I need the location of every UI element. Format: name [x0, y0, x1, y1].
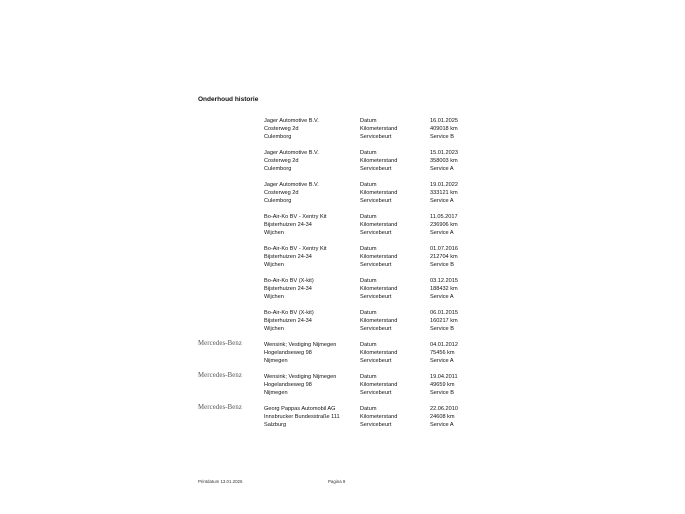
field-labels	[360, 213, 397, 238]
service-label: Servicebeurt	[360, 358, 392, 365]
mileage-label: Kilometerstand	[360, 222, 398, 229]
service-label: Servicebeurt	[360, 422, 392, 429]
dealer-city: Culemborg	[264, 134, 292, 141]
page-number: Pagina 9	[328, 479, 346, 484]
history-entry	[198, 373, 498, 405]
date-value: 16.01.2025	[430, 118, 458, 124]
dealer-name: Bo-Air-Ko BV - Xentry Kit	[264, 214, 327, 220]
dealer-address	[264, 181, 319, 206]
mileage-label: Kilometerstand	[360, 126, 398, 133]
date-label: Datum	[360, 406, 377, 412]
dealer-name: Bo-Air-Ko BV (X-kit)	[264, 310, 314, 316]
dealer-name: Bo-Air-Ko BV (X-kit)	[264, 278, 314, 284]
date-value: 19.04.2011	[430, 374, 458, 380]
service-label: Servicebeurt	[360, 134, 392, 141]
history-entry	[198, 117, 498, 149]
service-label: Servicebeurt	[360, 262, 392, 269]
dealer-name: Jager Automotive B.V.	[264, 150, 319, 156]
mileage-label: Kilometerstand	[360, 158, 398, 165]
dealer-city: Wijchen	[264, 230, 284, 237]
mileage-label: Kilometerstand	[360, 382, 398, 389]
dealer-street: Costerweg 2d	[264, 190, 299, 197]
field-labels	[360, 181, 397, 206]
mileage-value: 236906 km	[430, 222, 458, 229]
mileage-value: 24608 km	[430, 414, 455, 421]
mileage-value: 75456 km	[430, 350, 455, 357]
history-entry	[198, 213, 498, 245]
history-entry	[198, 149, 498, 181]
service-label: Servicebeurt	[360, 326, 392, 333]
maintenance-history-list	[198, 117, 498, 437]
mileage-value: 212704 km	[430, 254, 458, 261]
date-value: 15.01.2023	[430, 150, 458, 156]
mercedes-benz-logo: Mercedes-Benz	[198, 372, 242, 379]
section-title: Onderhoud historie	[198, 96, 259, 103]
date-value: 01.07.2016	[430, 246, 458, 252]
dealer-street: Hogelandseweg 98	[264, 350, 312, 357]
date-label: Datum	[360, 214, 377, 220]
dealer-city: Nijmegen	[264, 358, 288, 365]
mileage-value: 160217 km	[430, 318, 458, 325]
dealer-address	[264, 373, 336, 398]
date-label: Datum	[360, 118, 377, 124]
mileage-label: Kilometerstand	[360, 254, 398, 261]
service-value: Service A	[430, 166, 454, 173]
field-values	[430, 213, 458, 238]
history-entry	[198, 341, 498, 373]
mercedes-benz-logo: Mercedes-Benz	[198, 404, 242, 411]
dealer-city: Culemborg	[264, 198, 292, 205]
date-value: 11.05.2017	[430, 214, 458, 220]
dealer-address	[264, 213, 326, 238]
field-labels	[360, 405, 397, 430]
mileage-label: Kilometerstand	[360, 190, 398, 197]
field-labels	[360, 277, 397, 302]
field-values	[430, 181, 458, 206]
field-labels	[360, 309, 397, 334]
service-value: Service B	[430, 326, 454, 333]
service-value: Service B	[430, 134, 454, 141]
field-labels	[360, 245, 397, 270]
dealer-street: Costerweg 2d	[264, 126, 299, 133]
field-values	[430, 149, 458, 174]
dealer-name: Jager Automotive B.V.	[264, 118, 319, 124]
dealer-street: Costerweg 2d	[264, 158, 299, 165]
dealer-city: Wijchen	[264, 294, 284, 301]
service-value: Service B	[430, 262, 454, 269]
service-value: Service A	[430, 198, 454, 205]
dealer-address	[264, 277, 314, 302]
print-date: Printdatum 13.01.2026	[198, 479, 243, 484]
date-label: Datum	[360, 342, 377, 348]
history-entry	[198, 245, 498, 277]
date-label: Datum	[360, 374, 377, 380]
field-labels	[360, 341, 397, 366]
dealer-street: Bijsterhuizen 24-34	[264, 254, 312, 261]
dealer-street: Innsbrucker Bundesstraße 111	[264, 414, 340, 421]
history-entry	[198, 181, 498, 213]
service-value: Service A	[430, 230, 454, 237]
field-values	[430, 341, 458, 366]
date-value: 22.06.2010	[430, 406, 458, 412]
dealer-address	[264, 245, 326, 270]
dealer-street: Bijsterhuizen 24-34	[264, 222, 312, 229]
mileage-value: 409018 km	[430, 126, 458, 133]
mileage-value: 49659 km	[430, 382, 455, 389]
dealer-city: Wijchen	[264, 326, 284, 333]
service-label: Servicebeurt	[360, 230, 392, 237]
mileage-label: Kilometerstand	[360, 286, 398, 293]
dealer-name: Wensink; Vestiging Nijmegen	[264, 342, 337, 348]
service-label: Servicebeurt	[360, 166, 392, 173]
service-value: Service B	[430, 390, 454, 397]
dealer-name: Jager Automotive B.V.	[264, 182, 319, 188]
date-label: Datum	[360, 246, 377, 252]
service-value: Service A	[430, 294, 454, 301]
service-label: Servicebeurt	[360, 198, 392, 205]
dealer-address	[264, 405, 340, 430]
dealer-name: Wensink; Vestiging Nijmegen	[264, 374, 337, 380]
dealer-address	[264, 149, 319, 174]
field-labels	[360, 149, 397, 174]
dealer-street: Hogelandseweg 98	[264, 382, 312, 389]
mileage-value: 333121 km	[430, 190, 458, 197]
mileage-value: 188432 km	[430, 286, 458, 293]
dealer-address	[264, 309, 314, 334]
mileage-label: Kilometerstand	[360, 350, 398, 357]
date-value: 19.01.2022	[430, 182, 458, 188]
dealer-address	[264, 341, 336, 366]
mileage-label: Kilometerstand	[360, 414, 398, 421]
dealer-city: Nijmegen	[264, 390, 288, 397]
mileage-value: 358003 km	[430, 158, 458, 165]
date-label: Datum	[360, 310, 377, 316]
field-values	[430, 277, 458, 302]
field-values	[430, 373, 458, 398]
dealer-address	[264, 117, 319, 142]
date-value: 06.01.2015	[430, 310, 458, 316]
service-label: Servicebeurt	[360, 390, 392, 397]
dealer-name: Georg Pappas Automobil AG	[264, 406, 336, 412]
field-values	[430, 117, 458, 142]
date-value: 03.12.2015	[430, 278, 458, 284]
field-labels	[360, 117, 397, 142]
service-value: Service A	[430, 422, 454, 429]
date-label: Datum	[360, 150, 377, 156]
dealer-city: Wijchen	[264, 262, 284, 269]
history-entry	[198, 309, 498, 341]
dealer-street: Bijsterhuizen 24-34	[264, 318, 312, 325]
mileage-label: Kilometerstand	[360, 318, 398, 325]
field-labels	[360, 373, 397, 398]
dealer-name: Bo-Air-Ko BV - Xentry Kit	[264, 246, 327, 252]
service-label: Servicebeurt	[360, 294, 392, 301]
service-value: Service A	[430, 358, 454, 365]
mercedes-benz-logo: Mercedes-Benz	[198, 340, 242, 347]
dealer-city: Culemborg	[264, 166, 292, 173]
field-values	[430, 405, 458, 430]
date-label: Datum	[360, 182, 377, 188]
dealer-street: Bijsterhuizen 24-34	[264, 286, 312, 293]
date-label: Datum	[360, 278, 377, 284]
date-value: 04.01.2012	[430, 342, 458, 348]
dealer-city: Salzburg	[264, 422, 287, 429]
history-entry	[198, 277, 498, 309]
field-values	[430, 309, 458, 334]
field-values	[430, 245, 458, 270]
history-entry	[198, 405, 498, 437]
